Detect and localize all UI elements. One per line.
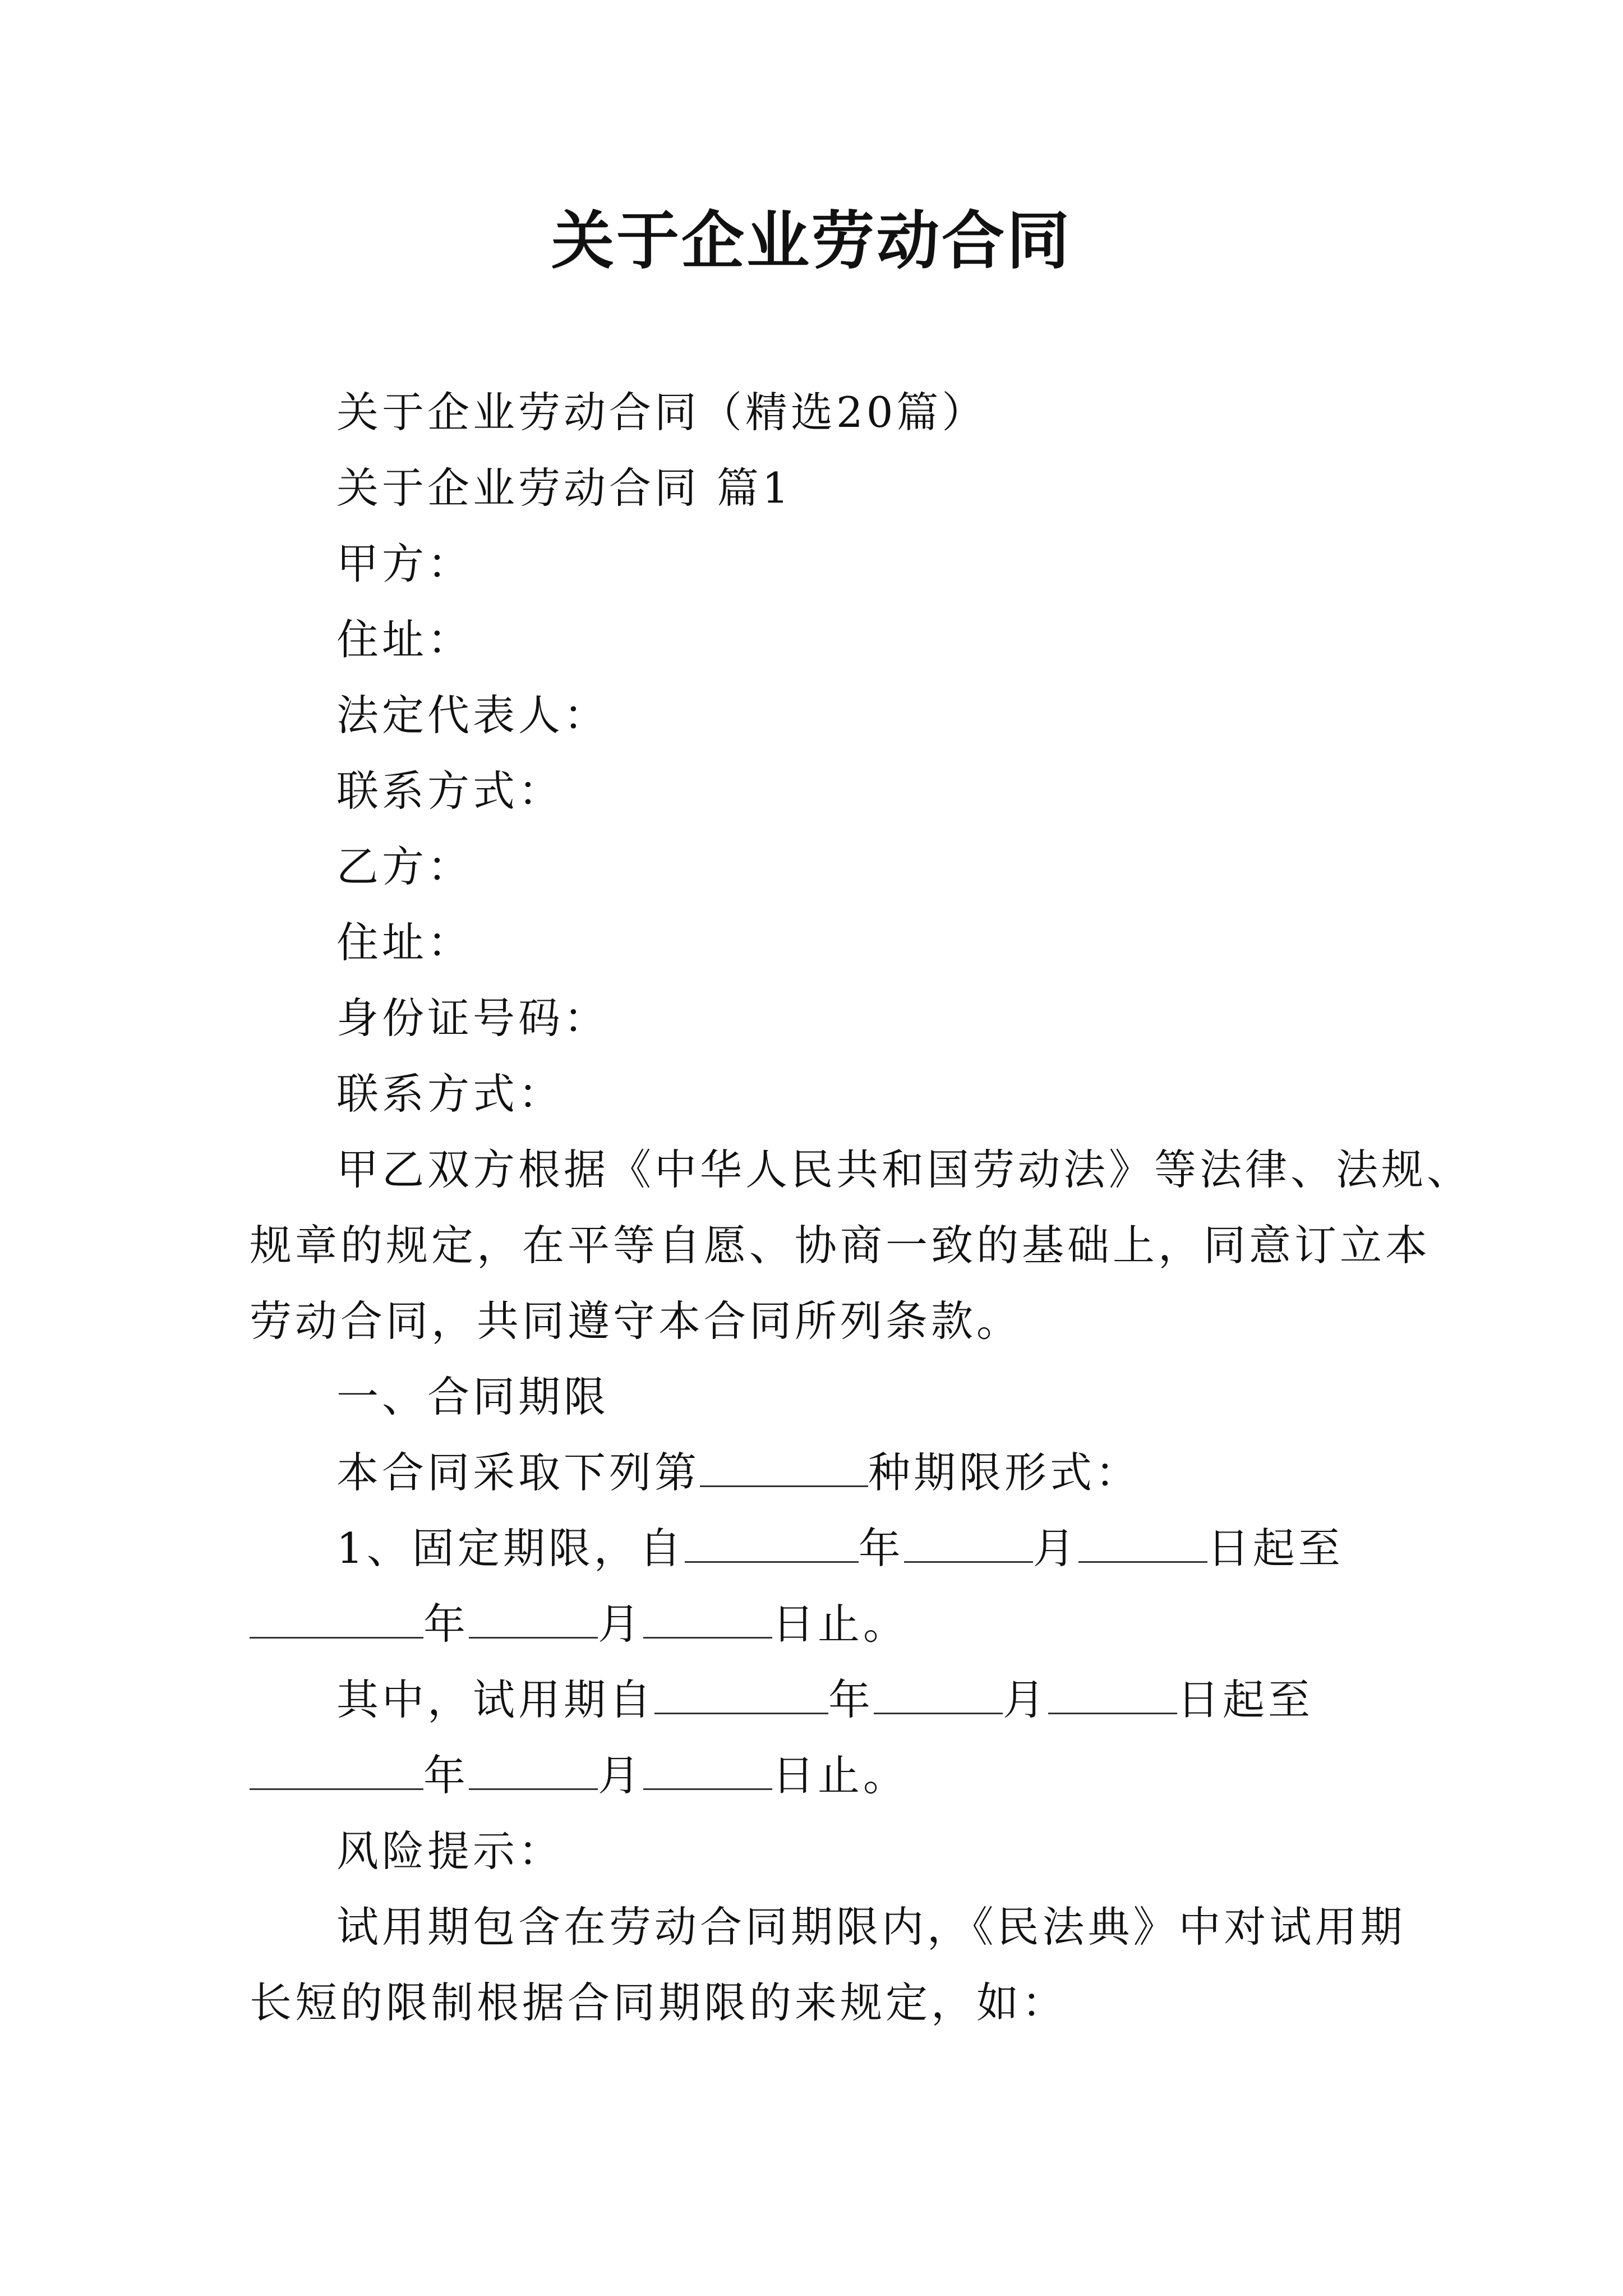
probation-start-day-blank[interactable]	[1048, 1673, 1177, 1714]
party-b-address: 住址：	[336, 918, 473, 967]
fixed-end-month-blank[interactable]	[469, 1598, 598, 1639]
term-form-text-a: 本合同采取下列第	[336, 1448, 700, 1497]
party-b-label: 乙方：	[336, 842, 473, 891]
party-a-legal-rep: 法定代表人：	[336, 691, 610, 740]
party-b-contact: 联系方式：	[336, 1069, 564, 1119]
probation-start-year-blank[interactable]	[654, 1673, 828, 1714]
fixed-end-month-label: 月	[598, 1599, 644, 1649]
chapter-heading: 关于企业劳动合同 篇1	[336, 463, 792, 513]
section-1-heading: 一、合同期限	[336, 1372, 610, 1421]
intro-line-3: 劳动合同，共同遵守本合同所列条款。	[250, 1296, 1022, 1346]
probation-start-month-blank[interactable]	[874, 1673, 1003, 1714]
probation-start-year-label: 年	[828, 1675, 874, 1724]
fixed-term-prefix: 1、固定期限，自	[336, 1524, 685, 1573]
probation-prefix: 其中，试用期自	[336, 1675, 655, 1724]
fixed-start-day-label: 日起至	[1207, 1524, 1344, 1573]
party-a-address: 住址：	[336, 615, 473, 664]
intro-line-1: 甲乙双方根据《中华人民共和国劳动法》等法律、法规、	[336, 1145, 1473, 1194]
document-subtitle: 关于企业劳动合同（精选20篇）	[336, 388, 988, 437]
fixed-start-day-blank[interactable]	[1078, 1522, 1207, 1563]
term-form-blank[interactable]	[700, 1446, 868, 1487]
probation-end-year-blank[interactable]	[250, 1749, 423, 1790]
risk-line-1: 试用期包含在劳动合同期限内，《民法典》中对试用期	[336, 1902, 1406, 1952]
probation-end-month-label: 月	[598, 1751, 644, 1800]
fixed-start-year-label: 年	[858, 1524, 904, 1573]
probation-start-month-label: 月	[1003, 1675, 1049, 1724]
term-form-line	[336, 1444, 1394, 1501]
fixed-end-day-label: 日止。	[772, 1599, 909, 1649]
probation-start-day-label: 日起至	[1177, 1675, 1314, 1724]
fixed-term-line-1	[336, 1520, 1394, 1576]
fixed-term-line-2	[250, 1596, 1394, 1652]
fixed-start-month-blank[interactable]	[904, 1522, 1033, 1563]
party-a-contact: 联系方式：	[336, 766, 564, 816]
intro-line-2: 规章的规定，在平等自愿、协商一致的基础上，同意订立本	[250, 1221, 1431, 1270]
fixed-end-year-label: 年	[423, 1599, 469, 1649]
document-title: 关于企业劳动合同	[551, 204, 1072, 278]
probation-line-1	[336, 1672, 1394, 1728]
probation-end-day-label: 日止。	[772, 1751, 909, 1800]
probation-end-year-label: 年	[423, 1751, 469, 1800]
probation-line-2	[250, 1747, 1394, 1803]
probation-end-day-blank[interactable]	[643, 1749, 772, 1790]
fixed-end-year-blank[interactable]	[250, 1598, 423, 1639]
fixed-start-month-label: 月	[1032, 1524, 1078, 1573]
probation-end-month-blank[interactable]	[469, 1749, 598, 1790]
party-a-label: 甲方：	[336, 539, 473, 588]
fixed-start-year-blank[interactable]	[685, 1522, 859, 1563]
term-form-text-b: 种期限形式：	[868, 1448, 1141, 1497]
risk-heading: 风险提示：	[336, 1826, 564, 1876]
party-b-id-number: 身份证号码：	[336, 993, 610, 1043]
risk-line-2: 长短的限制根据合同期限的来规定，如：	[250, 1978, 1068, 2027]
fixed-end-day-blank[interactable]	[643, 1598, 772, 1639]
